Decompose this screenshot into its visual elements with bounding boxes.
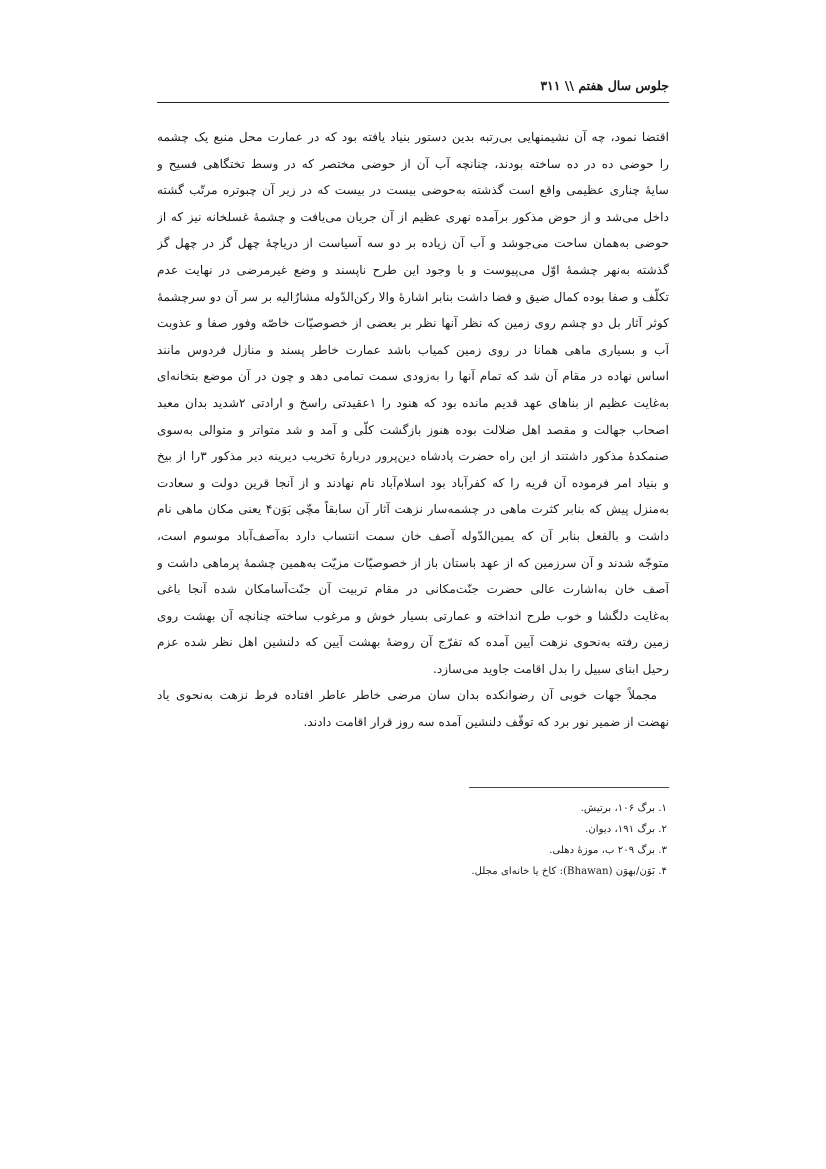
text-line: داشت و بالفعل بنابر آن که یمین‌الدّوله آصف خان سمت انتساب دارد به‌آصف‌آباد موسوم است، [157, 528, 669, 543]
footnote-item: ۴. بَوَن/بهوَن (Bhawan): کاخ یا خانه‌ای مجلل. [471, 866, 667, 877]
footnote-item: ۳. برگ ۲۰۹ ب، موزهٔ دهلی. [549, 845, 667, 856]
text-line: تکلّف و صفا بوده کمال ضیق و فضا داشت بنابر اشارهٔ والا رکن‌الدّوله مشارٌالیه بر سر آن دو سرچشمهٔ [157, 289, 669, 304]
text-line: داخل می‌شد و از حوض مذکور برآمده نهری عظیم از آن جریان می‌یافت و چشمهٔ غسلخانه نیز که از [157, 209, 669, 224]
text-line: به‌منزل پیش که بنابر کثرت ماهی در چشمه‌سار نزهت آثار آن سابقاً مچّی بَوَن۴ یعنی مکان ماهی نام [157, 502, 669, 517]
footnote-item: ۱. برگ ۱۰۶، برتیش. [580, 803, 667, 814]
text-line: به‌غایت دلگشا و خوب طرح انداخته و عمارتی بسیار خوش و مرغوب ساخته چنانچه آن بهشت روی [157, 608, 669, 623]
text-line: کوثر آثار بل دو چشم روی زمین که نظر آنها نظر بر بعضی از خصوصیّات خاصّه وفور صفا و عذوبت [157, 316, 669, 331]
text-line: سایهٔ چناری عظیمی واقع است گذشته به‌حوضی بیست در بیست که در زیر آن چبوتره مرتّب گشته [157, 183, 669, 198]
text-line: آب و بسیاری ماهی همانا در روی زمین کمیاب باشد عمارت خاطر پسند و منازل فردوس مانند [157, 342, 669, 357]
footnotes [157, 798, 669, 882]
text-line: و بنیاد امر فرموده آن قریه را که کفرآباد بود اسلام‌آباد نام نهادند و از آنجا قرین دولت و سعادت [157, 475, 669, 490]
footnote-divider [469, 787, 669, 788]
text-line: به‌غایت عظیم از بناهای عهد قدیم مانده بود که هنود را ۱عقیدتی راسخ و ارادتی ۲شدید بدان معبد [157, 395, 669, 410]
main-text [157, 124, 669, 736]
text-line: متوجّه شدند و آن سرزمین که از عهد باستان باز از خصوصیّات مزیّت به‌همین چشمهٔ پرماهی داشت و [157, 555, 669, 570]
running-header-title: جلوس سال هفتم \\ ۳۱۱ [540, 78, 669, 93]
text-line: زمین رفته به‌نحوی نزهت آیین آمده که تفرّج آن روضهٔ بهشت آیین که دلنشین اهل نظر شده عزم [157, 635, 669, 650]
text-line: حوضی به‌همان ساحت می‌جوشد و آب آن زیاده بر دو سه آسیاست از دریاچهٔ چهل گز در چهل گز [157, 236, 669, 251]
text-line: اقتضا نمود، چه آن نشیمنهایی بی‌رتبه بدین دستور بنیاد یافته بود که در عمارت محل منبع یک چشمه [157, 130, 669, 144]
text-line: گذشته به‌نهر چشمهٔ اوّل می‌پیوست و با وجود این طرح ناپسند و وضع غیرمرضی در نهایت عدم [157, 262, 669, 277]
text-line: مجملاً جهات خوبی آن رضوانکده بدان سان مرضی خاطر عاطر افتاده فرط نزهت به‌نحوی یاد [157, 688, 657, 703]
text-line: آصف خان به‌اشارت عالی حضرت جنّت‌مکانی در مقام تربیت آن جنّت‌آسامکان شده آنجا باغی [157, 582, 669, 597]
text-line: را حوضی ده در ده ساخته بودند، چنانچه آب آن از حوضی مختصر که در وسط تختگاهی فسیح و [157, 156, 669, 171]
footnote-item: ۲. برگ ۱۹۱، دیوان. [585, 824, 667, 835]
paragraph-end-line: رحیل ابنای سبیل را بدل اقامت جاوید می‌سازد. [432, 661, 669, 676]
page-header [157, 78, 669, 100]
text-line: صنمکدهٔ مذکور داشتند از این راه حضرت پادشاه دین‌پرور دربارهٔ تخریب دیرینه دیر مذکور ۳را از بیخ [157, 449, 669, 464]
header-divider [157, 102, 669, 103]
paragraph-end-line: نهضت از ضمیر نور برد که توقّف دلنشین آمده سه روز قرار اقامت دادند. [303, 715, 669, 730]
text-line: اصحاب جهالت و مقصد اهل ضلالت بوده هنوز بازگشت کلّی و آمد و شد متواتر و متوالی به‌سوی [157, 422, 669, 437]
text-line: اساس نهاده در مقام آن شد که تمام آنها را به‌زودی سمت تمامی دهد و چون در آن موضع بتخانه‌ای [157, 369, 669, 384]
